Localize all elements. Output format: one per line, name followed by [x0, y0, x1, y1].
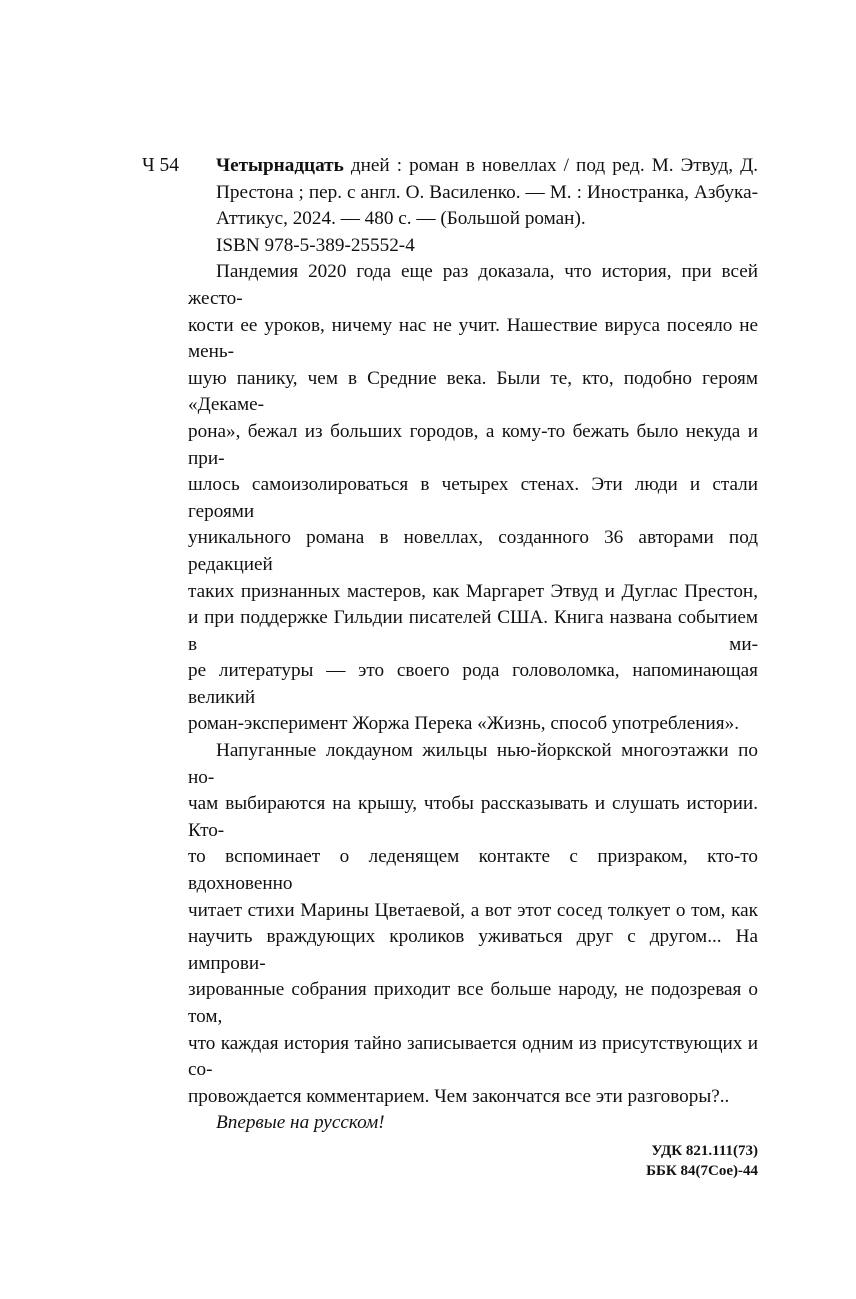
- udk-code: УДК 821.111(73): [651, 1142, 758, 1159]
- paragraph-line: то вспоминает о леденящем контакте с призраком, кто-то вдохновенно: [188, 846, 758, 895]
- isbn: ISBN 978-5-389-25552-4: [216, 234, 415, 256]
- paragraph-line: и при поддержке Гильдии писателей США. Книга названа событием в ми-: [188, 607, 758, 655]
- paragraph-line: чам выбираются на крышу, чтобы рассказывать и слушать истории. Кто-: [188, 793, 758, 841]
- first-in-russian-note: Впервые на русском!: [216, 1112, 385, 1134]
- paragraph-line: уникального романа в новеллах, созданного 36 авторами под редакцией: [188, 527, 758, 575]
- paragraph-line: шлось самоизолироваться в четырех стенах. Эти люди и стали героями: [188, 474, 758, 522]
- annotation-paragraph-2: [188, 738, 758, 1110]
- bibliographic-heading: [216, 153, 758, 233]
- book-title: Четырнадцать: [216, 155, 344, 176]
- catalog-card: [142, 153, 758, 1181]
- classification: [142, 1141, 758, 1181]
- paragraph-line: что каждая история тайно записывается одним из присутствующих и со-: [188, 1032, 758, 1081]
- paragraph-line: кости ее уроков, ничему нас не учит. Нашествие вируса посеяло не мень-: [188, 314, 758, 363]
- paragraph-line: рона», бежал из больших городов, а кому-то бежать было некуда и при-: [188, 420, 758, 469]
- paragraph-line: зированные собрания приходит все больше народу, не подозревая о том,: [188, 979, 758, 1027]
- bibliographic-description: дней : роман в новеллах / под ред. М. Этвуд, Д. Престона ; пер. с англ. О. Василенко. — М. : Иностранка, Азбука-Аттикус, 2024. — 480 с. — (Большой роман).: [216, 155, 758, 230]
- annotation-paragraph-1: [188, 259, 758, 738]
- bbk-code: ББК 84(7Сое)-44: [646, 1162, 758, 1179]
- paragraph-line: Пандемия 2020 года еще раз доказала, что история, при всей жесто-: [188, 261, 758, 309]
- paragraph-line: читает стихи Марины Цветаевой, а вот этот сосед толкует о том, как: [188, 899, 758, 921]
- author-mark: Ч 54: [142, 155, 180, 176]
- paragraph-line: провождается комментарием. Чем закончатся все эти разговоры?..: [188, 1085, 730, 1107]
- paragraph-line: шую панику, чем в Средние века. Были те, кто, подобно героям «Декаме-: [188, 367, 758, 416]
- paragraph-line: ре литературы — это своего рода головоломка, напоминающая великий: [188, 660, 758, 708]
- paragraph-line: роман-эксперимент Жоржа Перека «Жизнь, способ употребления».: [188, 713, 739, 735]
- paragraph-line: Напуганные локдауном жильцы нью-йоркской многоэтажки по но-: [188, 740, 758, 788]
- paragraph-line: научить враждующих кроликов уживаться друг с другом... На импрови-: [188, 926, 758, 974]
- paragraph-line: таких признанных мастеров, как Маргарет Этвуд и Дуглас Престон,: [188, 580, 758, 602]
